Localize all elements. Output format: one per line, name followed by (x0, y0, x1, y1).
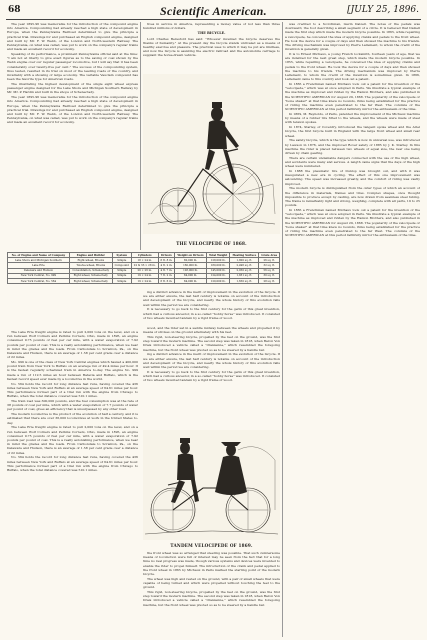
paragraph: The Lake Erie freight engine is rated to pull 2,000 tons on the level, and on a run between Wolf Corners and Perkins Corners, Ohio, made in 1895, an engine consumed 9.75 pounds of fuel per car mile, with a water evaporation of 7.92 pounds per pound of coal. This is a really astonishing performance, when we bear in mind the grades and the loads. From Carbondale to Scranton, Pa., on the Delaware and Hudson, there is an average of 1.58 per cent grade over a distance of 22 miles. (7, 330, 138, 360)
paragraph: In 1869, M. Reynolds, of Paris, patented the improvement of the Michaux machine by means of a rubber tire fitted to the wheels, and the wheels were made of steel with tension spokes. (285, 112, 420, 125)
table-cell: 19 × 24 in. (131, 279, 158, 284)
paragraph: tives in service in America, representing a money value of not less than three hundred millions of dollars. (143, 22, 280, 31)
table-cell: 128,000 lb. (175, 268, 207, 273)
table-cell: 80,000 lb. (175, 258, 207, 263)
table-cell: 128,000 lb. (207, 258, 230, 263)
paragraph: wood, and the rider sat in a saddle midway between the wheels and propelled it by means of strokes on the ground alternately with his feet. (143, 326, 280, 335)
article-column-2-top (143, 22, 280, 72)
paragraph: The year 1895-96 was memorable for the introduction of the compound engine into America. Compounding had already reached a high state of development in Europe, when the Pennsylvania Railroad determined to give the principle a practical trial. Drawings for and purchased an English compound engine, designed and built by Mr. F. W. Webb, of the London and North-western Railway. The Pennsylvania, on what was called, was put to work on the company's regular trains and made an excellent record for economy. (7, 22, 138, 52)
issue-date: [JULY 25, 1896. (347, 5, 419, 15)
table-cell: 4 ft. 2 in. (158, 263, 174, 268)
paragraph: The train load was 300,000 pounds, and the fuel consumption was at the rate of 38 pounds of coal per mile, which with a water evaporation of 7.7 pounds of water per pound of coal, gives an efficiency that is unsurpassed by any other road. (7, 399, 138, 412)
table-cell: 22 & 33 × 28 in. (131, 263, 158, 268)
table-cell: Simple (112, 268, 131, 273)
article-column-1 (7, 22, 138, 248)
column-header: Cylinders (131, 253, 158, 258)
table-row (8, 279, 280, 284)
table-cell: 145,000 lb. (207, 268, 230, 273)
table-cell: 2,050 sq. ft. (230, 268, 259, 273)
table-cell: 1,650 sq. ft. (230, 279, 259, 284)
page-number: 68 (8, 5, 21, 15)
paragraph: In 1865 a Frenchman named Michaux took out a patent for the invention of the "velocipede," which was at once adopted in Paris. We illustrate a typical example of the machine as improved and ridden by the Hanlon Brothers, and also published in the SCIENTIFIC AMERICAN for August 29, 1868. The popularity of the velocipede or "bone shaker" at that time knew no bounds, rinks being established for the practice of riding the machine even penetrated to the far West. The columns of the SCIENTIFIC AMERICAN at this period faithfully mirror the enthusiasm of the time. (285, 82, 420, 112)
table-cell: Consolidation, Schenectady (69, 268, 112, 273)
column-header: System (112, 253, 131, 258)
paragraph: In 1874, Starley, of Coventry, introduced the tangent spoke wheel and the Ariel bicycle, the first bicycle built in England with the large front wheel and small rear wheel. (285, 125, 420, 138)
paragraph: It is necessary to go back to the first century for the germ of this great invention, which had a curious ancestor, in a so-called "hobby horse" was introduced. It consisted of two wheels mounted tandem by a rigid frame of wood. (143, 307, 280, 320)
table-cell: Lake Erie (8, 263, 70, 268)
velocipede-1868-illustration (143, 74, 280, 234)
paragraph: In 1888 the pneumatic tire of Dunlop was brought out, and with it was inaugurated a new era in cycling. The effect of this one improvement was astounding. The speed was increased greatly, and the comfort of riding was vastly improved. (285, 169, 420, 186)
table-cell: 120,000 lb. (207, 279, 230, 284)
column-header: Drivers (158, 253, 174, 258)
table-cell: 1,800 sq. ft. (230, 258, 259, 263)
paragraph: was credited to a Scotchman, Gavin Dalzell. The notes of the pedals was downward, the foot describing a small segment of a circle. It is believed that Dalzell made the first step which made the modern bicycle possible. In 1865, while repairing a velocipede, he conceived the idea of applying cranks and pedals to the front wheel. He took the device for a couple of days and then showed the machine to his friends. The driving mechanism was improved by Pierre Lallement, to whom the credit of the invention is generally given. (285, 22, 420, 52)
table-cell: 18 × 24 in. (131, 258, 158, 263)
table-cell: Lake Shore and Michigan Southern (8, 258, 70, 263)
table-cell: 6 ft. 6 in. (158, 279, 174, 284)
table-cell: 56 sq. ft. (259, 268, 280, 273)
table-cell: New York Central, No. 999 (8, 273, 70, 278)
table-cell: Eight-wheel, Schenectady (69, 279, 112, 284)
header-rule (6, 19, 421, 20)
paragraph: The modern locomotive is the product of the evolution of half a century, and it is estimated that there are over 36,000 locomotives at work in the United States to-day. (7, 412, 138, 425)
paragraph: There are certain undeniable dangers connected with the use of the high wheel, and accidents were many and serious. A length came signs that the days of the high wheel were numbered. (285, 155, 420, 169)
column-header: No. of Engine and Name of Company (8, 253, 70, 258)
table-cell: 4 ft. 7 in. (158, 268, 174, 273)
paragraph: Mo. 999 is one of the class of New York Central engines which hauled a 400,000 pound train from New York to Buffalo on an average run of 49.4 miles per hour. It is the fastest regularly scheduled train in America to-day. The engine No. 999 made a run of 112.5 miles an hour between Batavia and Buffalo, which is the fastest record speed ever made by a locomotive in the world. (7, 360, 138, 381)
locomotive-table (7, 252, 280, 284)
table-cell: Twelve-wheel, Brooks (69, 263, 112, 268)
article-column-2-bottom (143, 551, 280, 637)
tandem-velocipede-illustration (143, 430, 280, 540)
table-cell: 160,000 lb. (175, 263, 207, 268)
table-cell: 84,000 lb. (175, 273, 207, 278)
paragraph: It is to Ernest Michaux, a young French locksmith, fourteen years of age, that we are indebted for the next great step, which made the modern bicycle possible. In 1855, while repairing a velocipede, he conceived the idea of applying cranks and pedals to the front wheel. He took the device for a couple of days and then showed the machine to his friends. The driving mechanism was improved by Pierre Lallement, to whom the credit of the invention is sometimes given. In 1866, Lallement came to this country and took out a patent. (285, 52, 420, 82)
article-column-2-middle (143, 290, 280, 324)
paragraph: ing a distinct advance in the merit of improvement in the evolution of the bicycle. If we are either ensure, the last half century is notable on account of the introduction and development of the bicycle, and nearly the whole history of this evolution falls well within the period we are considering. (143, 290, 280, 307)
table-cell: 32 sq. ft. (259, 263, 280, 268)
table-cell: Eight-wheel, Brooks (69, 258, 112, 263)
paragraph: The illustrating the highest development of the single eight wheel express passenger engine designed for the Lake Shore and Michigan Southern Railway by Mr. Mr. P. Hardin and built in the shops of Schenectady. (7, 82, 138, 95)
column-header: Engine and Builder (69, 253, 112, 258)
table-cell: 180,000 lb. (207, 263, 230, 268)
table-cell: 7 ft. 2 in. (158, 273, 174, 278)
paragraph: No. 564 holds the record for long distance fast runs, having covered the 436 miles between New York and Buffalo at an average speed of 64.61 miles per hour. This performance formed part of a trial run with the engine from Chicago to Buffalo, when the total distance covered was 510.1 miles. (7, 455, 138, 473)
table-cell: Eight-wheel, Schenectady (69, 273, 112, 278)
paragraph: In 1865 a Frenchman named Michaux took out a patent for the invention of the "velocipede," which was at once adopted in Paris. We illustrate a typical example of the machine as improved and ridden by the Hanlon Brothers, and also published in the SCIENTIFIC AMERICAN for August 29, 1868. The popularity of the velocipede or "bone shaker" at that time knew no bounds, rinks being established for the practice of riding the machine even penetrated to the far West. The columns of the SCIENTIFIC AMERICAN at this period faithfully mirror the enthusiasm of the time. (285, 208, 420, 238)
table-cell: 2,496 sq. ft. (230, 263, 259, 268)
table-cell: 30 sq. ft. (259, 273, 280, 278)
table-cell: Simple (112, 258, 131, 263)
column-header: Weight on Drivers (175, 253, 207, 258)
article-column-1-bottom (7, 330, 138, 635)
section-heading: THE BICYCLE. (197, 31, 226, 36)
figure-caption: THE VELOCIPEDE OF 1868. (176, 241, 247, 246)
table-cell: 124,000 lb. (207, 273, 230, 278)
paragraph: The Lake Erie freight engine is rated to pull 2,000 tons on the level, and on a run between Wolf Corners and Perkins Corners, Ohio, made in 1895, an engine consumed 9.75 pounds of fuel per car mile, with a water evaporation of 7.92 pounds per pound of coal. This is a really astonishing performance, when we bear in mind the grades and the loads. From Carbondale to Scranton, Pa., on the Delaware and Hudson, there is an average of 1.58 per cent grade over a distance of 22 miles. (7, 425, 138, 455)
paragraph: This rigid, non-steering bicycle, propelled by the feet on the ground, was the first step toward the modern machine. The second step was taken in 1818, when Baron Von Drais introduced a vehicle called a "draisienne," which resembled the foregoing machine, but the front wheel was pivoted so as to be steered by a handle bar. (143, 335, 280, 352)
table-cell: 28 sq. ft. (259, 279, 280, 284)
table-cell: 1,831 sq. ft. (230, 273, 259, 278)
article-column-3 (285, 22, 420, 637)
paragraph: Speaking of its performance, a prominent Pennsylvania official said at the time: "I am not at liberty to give exact figures as to the saving of coal shown by the Webb engine over our regular passenger locomotive, but I will say that it has been considerably over twenty-five per cent." The success of the compounding system, thus tested, resulted in its trial on most of the leading roads of the country, and invariably with a showing of large economy. The variable Vauclain compound has been the favorite type for American roads. (7, 52, 138, 82)
article-column-2-middle-2 (143, 326, 280, 426)
paragraph: No. 564 holds the record for long distance fast runs, having covered the 436 miles between New York and Buffalo at an average speed of 64.61 miles per hour. This performance formed part of a trial run with the engine from Chicago to Buffalo, when the total distance covered was 510.1 miles. (7, 381, 138, 399)
paragraph: the front wheel was so arranged that steering was possible. That such cumbersome means of locomotion were full of interest may be seen from the fact that for a long time no real progress was made, though various systems and devices were invented to enable the rider to propel himself. The introduction of the crank and pedal applied to the front wheel in 1865 by Michaux in Paris marked the starting point of the modern bicycle. (143, 551, 280, 577)
figure-caption: TANDEM VELOCIPEDE OF 1869. (170, 543, 253, 548)
paragraph: Lord Charles Beresford has said: "Whoever invented the bicycle deserves the thanks of humanity." At the present day the bicycle stands unrivaled as a means of healthy exercise and pleasure. The practical uses to which it may be put are limitless, and now the bicycle is assisting the electric railroad and the automobile carriage to supplant the horse-drawn vehicle. (143, 36, 280, 58)
column-header: Total Weight (207, 253, 230, 258)
table-cell: Delaware and Hudson (8, 268, 70, 273)
paragraph: The safety bicycle, which is the type which is now in universal use, was introduced by Lawson in 1876, and the improved Rover safety of 1885 by J. K. Starley. In this machine the rider is placed between two wheels of equal size, the rear one being driven by chain gearing. (285, 138, 420, 156)
table-cell: New York Central, No. 564 (8, 279, 70, 284)
column-divider (140, 22, 141, 250)
column-header: Heating Surface (230, 253, 259, 258)
paragraph: The wheel was high and rested on the ground, with a pair of small wheels that were capable of being turned and which were propelled without touching the feet to the ground. (143, 576, 280, 590)
tandem-velocipede-engraving (143, 430, 280, 540)
paragraph: This rigid, non-steering bicycle, propelled by the feet on the ground, was the first step toward the modern machine. The second step was taken in 1818, when Baron Von Drais introduced a vehicle called a "draisienne," which resembled the foregoing machine, but the front wheel was pivoted so as to be steered by a handle bar. (143, 590, 280, 607)
publication-title: Scientific American. (160, 4, 267, 18)
paragraph: The modern bicycle is distinguished from the older types of which an account of the difference in materials, frames and tires. Complex shapes, once thought impossible to produce except by casting, are now drawn from seamless steel tubing. The frame is remarkably light and strong, weighing, complete with all parts, 19 to 25 pounds. (285, 186, 420, 208)
table-cell: Simple (112, 273, 131, 278)
paragraph: The year 1895-96 was memorable for the introduction of the compound engine into America. Compounding had already reached a high state of development in Europe, when the Pennsylvania Railroad determined to give the principle a practical trial. Drawings for and purchased an English compound engine, designed and built by Mr. F. W. Webb, of the London and North-western Railway. The Pennsylvania, on what was called, was put to work on the company's regular trains and made an excellent record for economy. (7, 95, 138, 125)
column-header: Grate Area (259, 253, 280, 258)
table-cell: 26 sq. ft. (259, 258, 280, 263)
table-cell: 20 × 26 in. (131, 268, 158, 273)
paragraph: It is necessary to go back to the first century for the germ of this great invention, which had a curious ancestor, in a so-called "hobby horse" was introduced. It consisted of two wheels mounted tandem by a rigid frame of wood. (143, 369, 280, 383)
table-cell: 6 ft. 8 in. (158, 258, 174, 263)
table-cell: Compound (112, 263, 131, 268)
table-cell: Simple (112, 279, 131, 284)
table-cell: 84,000 lb. (175, 279, 207, 284)
column-divider (282, 22, 283, 637)
table-cell: 19 × 24 in. (131, 273, 158, 278)
page-header (8, 4, 419, 18)
paragraph: ing a distinct advance in the merit of improvement in the evolution of the bicycle. If we are either ensure, the last half century is notable on account of the introduction and development of the bicycle, and nearly the whole history of this evolution falls well within the period we are considering. (143, 352, 280, 370)
velocipede-1868-engraving (143, 74, 280, 234)
